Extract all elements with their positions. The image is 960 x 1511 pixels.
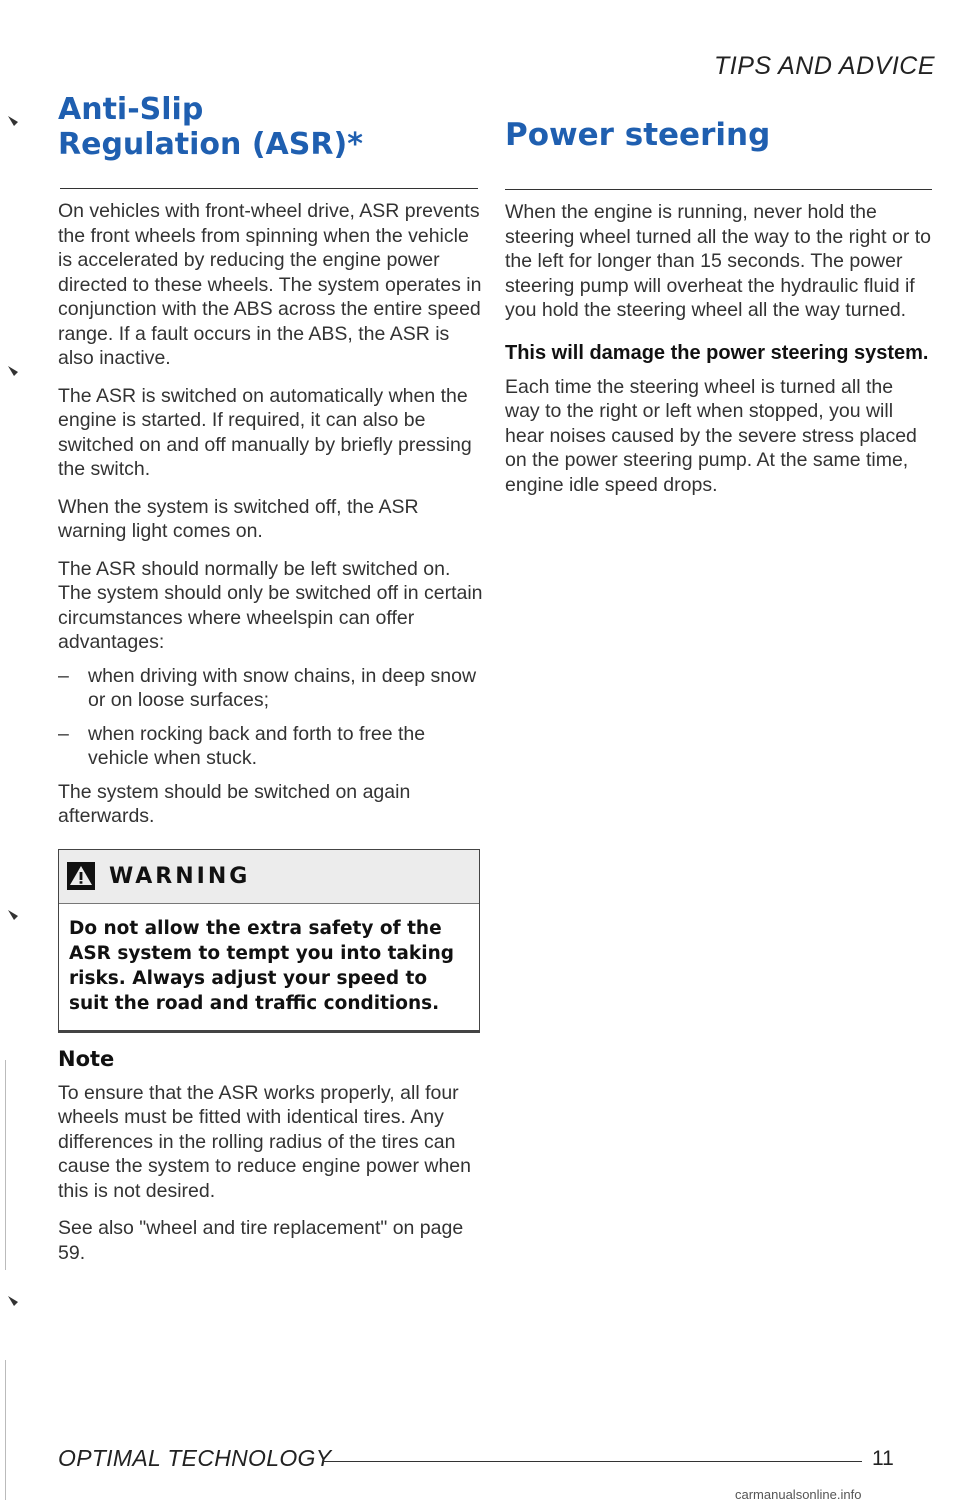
warning-title: WARNING: [109, 863, 251, 889]
corner-mark-icon: [8, 366, 18, 376]
list-item: – when rocking back and forth to free the vehicle when stuck.: [58, 722, 483, 771]
note-text: To ensure that the ASR works properly, all four wheels must be fitted with identical tires. Any differences in the rolling radius of the tires can cause the system to reduce engine power when this is not desired.: [58, 1081, 471, 1202]
warning-box: [58, 849, 480, 1033]
see-also-text: See also "wheel and tire replacement" on page 59.: [58, 1217, 464, 1264]
warning-header: [59, 850, 479, 904]
advantage-list: [58, 664, 483, 771]
corner-mark-icon: [8, 910, 18, 920]
power-steering-title: Power steering: [505, 117, 771, 153]
note-title: Note: [58, 1046, 115, 1071]
power-steering-paragraph: When the engine is running, never hold the steering wheel turned all the way to the right or to the left for longer than 15 seconds. The power steering pump will overheat the hydraulic fluid if you hold the steering wheel all the way turned.: [505, 201, 931, 321]
asr-title-line2: Regulation (ASR)*: [58, 127, 363, 162]
asr-paragraph: The system should be switched on again afterwards.: [58, 780, 411, 827]
power-steering-paragraph: Each time the steering wheel is turned all the way to the right or left when stopped, you will hear noises caused by the severe stress placed on the power steering pump. At the same time, engine idle speed drops.: [505, 375, 917, 496]
asr-paragraph: The ASR is switched on automatically when the engine is started. If required, it can also be switched on and off manually by briefly pressing the switch.: [58, 384, 472, 480]
asr-title-line1: Anti-Slip: [58, 92, 204, 127]
corner-mark-icon: [8, 1296, 18, 1306]
page-number: 11: [872, 1447, 894, 1470]
warning-text: Do not allow the extra safety of the ASR system to tempt you into taking risks. Always adjust your speed to suit the road and traffic conditions.: [69, 917, 454, 1014]
title-rule: [60, 188, 478, 189]
asr-title: [58, 92, 483, 162]
asr-paragraph: When the system is switched off, the ASR warning light comes on.: [58, 495, 419, 542]
margin-line: [5, 1360, 6, 1500]
footer-rule: [322, 1461, 862, 1462]
watermark: carmanualsonline.info: [735, 1487, 862, 1502]
power-steering-section: [505, 118, 932, 497]
asr-section: [58, 92, 483, 1265]
corner-mark-icon: [8, 116, 18, 126]
margin-line: [5, 1060, 6, 1270]
warning-triangle-icon: [67, 862, 95, 890]
asr-paragraph: On vehicles with front-wheel drive, ASR prevents the front wheels from spinning when the vehicle is accelerated by reducing the engine power directed to these wheels. The system operates in conjunction with the ABS across the entire speed range. If a fault occurs in the ABS, the ASR is also inactive.: [58, 200, 482, 369]
damage-subheading: This will damage the power steering system.: [505, 341, 929, 364]
footer-section: OPTIMAL TECHNOLOGY: [58, 1445, 332, 1471]
list-item: – when driving with snow chains, in deep snow or on loose surfaces;: [58, 664, 483, 713]
asr-paragraph: The ASR should normally be left switched on. The system should only be switched off in certain circumstances where wheelspin can offer advantages:: [58, 557, 483, 653]
title-rule: [505, 189, 932, 190]
section-header: TIPS AND ADVICE: [714, 52, 935, 80]
